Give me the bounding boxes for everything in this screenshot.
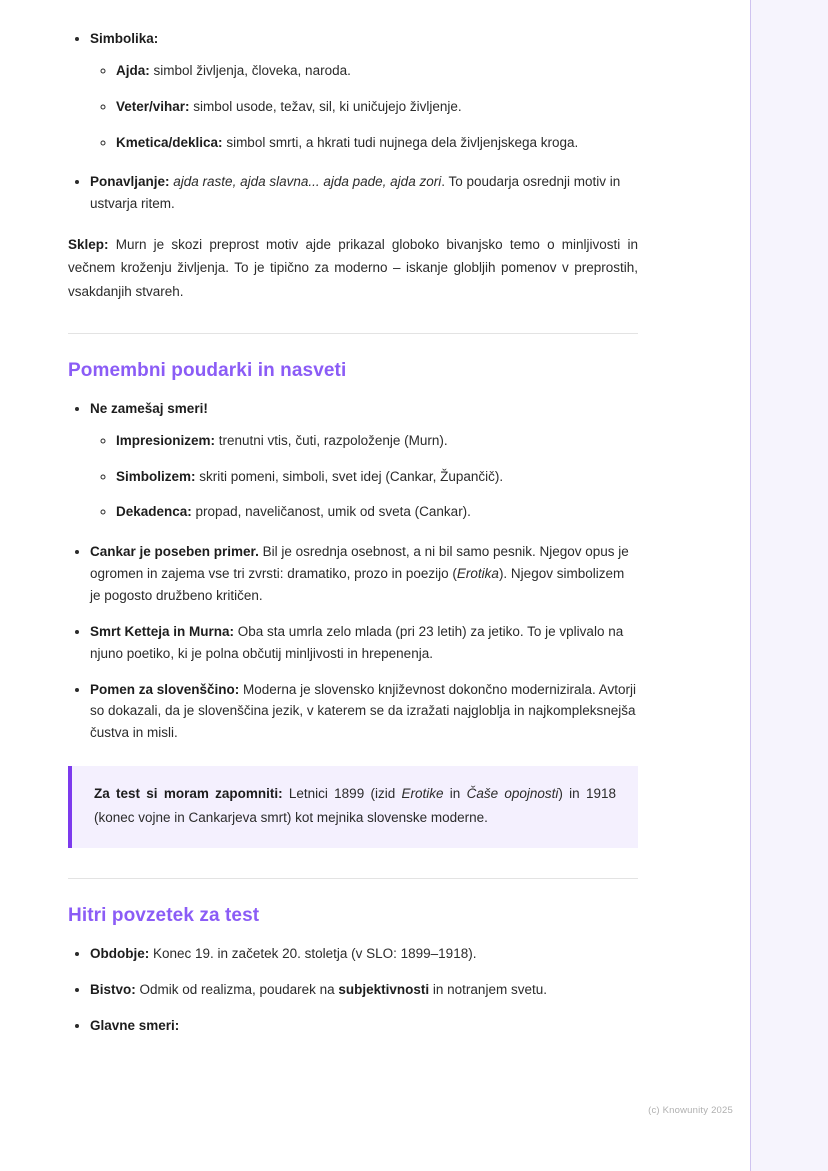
term: Bistvo: bbox=[90, 982, 136, 998]
exam-callout bbox=[68, 766, 638, 848]
term: Kmetica/deklica: bbox=[116, 134, 223, 150]
list-item bbox=[116, 60, 638, 82]
definition-cont: in notranjem svetu. bbox=[429, 982, 547, 998]
section-divider bbox=[68, 333, 638, 334]
definition: Bil je osrednja osebnost, a ni bil samo pesnik. Njegov opus je ogromen in zajema vse tri zvrsti: dramatiko, prozo in poezijo ( bbox=[90, 544, 629, 582]
section-title-tips: Pomembni poudarki in nasveti bbox=[68, 359, 347, 381]
callout-text-c: ) in 1918 (konec vojne in Cankarjeva smrt) kot mejnika slovenske moderne. bbox=[94, 786, 616, 826]
tips-list bbox=[68, 398, 638, 744]
term: Cankar je poseben primer. bbox=[90, 544, 259, 560]
list-item bbox=[116, 466, 638, 488]
section-divider-2 bbox=[68, 878, 638, 879]
term: Ponavljanje: bbox=[90, 174, 170, 190]
definition: Konec 19. in začetek 20. stoletja (v SLO: 1899–1918). bbox=[149, 946, 477, 962]
list-item bbox=[90, 979, 638, 1001]
work-title: Erotika bbox=[456, 566, 499, 582]
symbolism-list bbox=[68, 28, 638, 215]
work-title-erotike: Erotike bbox=[401, 786, 444, 802]
conclusion-text: Murn je skozi preprost motiv ajde prikazal globoko bivanjsko temo o minljivosti in večnem kroženju življenja. To je tipično za moderno – iskanje globljih pomenov v preprostih, vsakdanjih stvareh. bbox=[68, 237, 638, 299]
symbolism-heading: Simbolika: bbox=[90, 31, 159, 46]
list-item bbox=[116, 430, 638, 452]
term: Simbolizem: bbox=[116, 468, 196, 484]
term: Dekadenca: bbox=[116, 504, 192, 520]
term: Glavne smeri: bbox=[90, 1017, 180, 1033]
list-item bbox=[90, 28, 638, 153]
conclusion-label: Sklep: bbox=[68, 237, 109, 253]
symbolism-sublist bbox=[90, 60, 638, 154]
list-item bbox=[90, 541, 638, 607]
list-item bbox=[90, 621, 638, 665]
callout-label: Za test si moram zapomniti: bbox=[94, 786, 283, 802]
list-item bbox=[116, 501, 638, 523]
section-title-summary: Hitri povzetek za test bbox=[68, 905, 260, 927]
definition: . To poudarja osrednji motiv in ustvarja ritem. bbox=[90, 174, 621, 212]
term: Smrt Ketteja in Murna: bbox=[90, 623, 235, 639]
list-item bbox=[116, 132, 638, 154]
definition: simbol smrti, a hkrati tudi nujnega dela življenjskega kroga. bbox=[222, 134, 579, 150]
list-item bbox=[90, 943, 638, 965]
list-item bbox=[116, 96, 638, 118]
list-item bbox=[90, 1015, 638, 1037]
summary-list bbox=[68, 943, 638, 1037]
definition: trenutni vtis, čuti, razpoloženje (Murn). bbox=[215, 432, 448, 448]
directions-sublist bbox=[90, 430, 638, 524]
document-content bbox=[68, 28, 638, 1051]
term: Pomen za slovenščino: bbox=[90, 681, 240, 697]
definition-emphasis: subjektivnosti bbox=[338, 982, 430, 998]
conclusion-paragraph bbox=[68, 233, 638, 303]
list-item bbox=[90, 679, 638, 745]
definition: propad, naveličanost, umik od sveta (Cankar). bbox=[191, 504, 471, 520]
definition: Moderna je slovensko književnost dokončno modernizirala. Avtorji so dokazali, da je slovenščina jezik, v katerem se da izražati najgloblja in najkompleksnejša čustva in misli. bbox=[90, 681, 637, 741]
term: Impresionizem: bbox=[116, 432, 216, 448]
definition: simbol usode, težav, sil, ki uničujejo življenje. bbox=[189, 98, 462, 114]
list-item bbox=[90, 398, 638, 523]
list-item bbox=[90, 171, 638, 215]
tips-subheading: Ne zamešaj smeri! bbox=[90, 400, 208, 416]
definition: simbol življenja, človeka, naroda. bbox=[149, 62, 351, 78]
copyright-credit: (c) Knowunity 2025 bbox=[648, 1105, 733, 1116]
term: Obdobje: bbox=[90, 946, 150, 962]
definition-cont: ). Njegov simbolizem je pogosto družbeno kritičen. bbox=[90, 566, 625, 603]
work-title-case: Čaše opojnosti bbox=[466, 786, 559, 802]
callout-text-a: Letnici 1899 (izid bbox=[282, 786, 402, 802]
definition: skriti pomeni, simboli, svet idej (Cankar, Župančič). bbox=[195, 468, 504, 484]
definition: Oba sta umrla zelo mlada (pri 23 letih) za jetiko. To je vplivalo na njuno poetiko, ki je polna občutij minljivosti in hrepenenja. bbox=[90, 623, 624, 661]
definition: Odmik od realizma, poudarek na bbox=[135, 982, 339, 998]
example-quote: ajda raste, ajda slavna... ajda pade, ajda zori bbox=[169, 174, 442, 190]
term: Ajda: bbox=[116, 62, 150, 78]
callout-text-b: in bbox=[443, 786, 467, 802]
term: Veter/vihar: bbox=[116, 98, 190, 114]
right-side-rail bbox=[750, 0, 828, 1171]
